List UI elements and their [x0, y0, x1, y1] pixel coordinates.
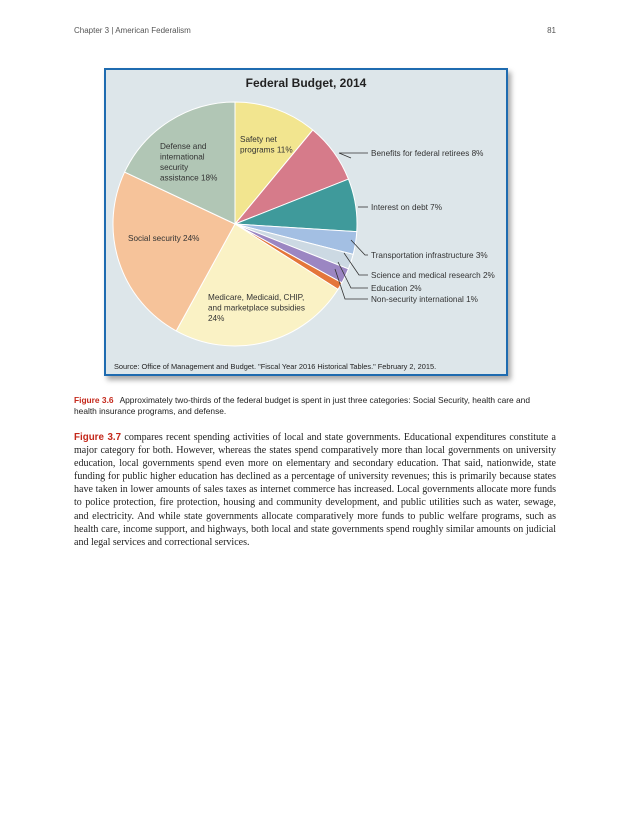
- pie-label-defense-and-international: Defense and international security assistance 18%: [160, 142, 218, 183]
- chart-source: Source: Office of Management and Budget. "Fiscal Year 2016 Historical Tables." February 2, 2015.: [114, 362, 437, 371]
- page-number: 81: [547, 26, 556, 35]
- pie-label-interest-on-debt: Interest on debt 7%: [371, 203, 443, 212]
- pie-label-medicare-medicaid-chip: Medicare, Medicaid, CHIP, and marketplace subsidies 24%: [208, 293, 305, 323]
- caption-text: Approximately two-thirds of the federal budget is spent in just three categories: Social Security, health care and health insurance programs, and defense.: [74, 395, 531, 416]
- pie-label-non-security-international: Non-security international 1%: [371, 295, 478, 304]
- figure-reference-link[interactable]: Figure 3.7: [74, 432, 122, 443]
- pie-label-social-security-24: Social security 24%: [128, 234, 200, 243]
- pie-label-education-2: Education 2%: [371, 284, 422, 293]
- caption-figure-label: Figure 3.6: [74, 395, 114, 405]
- pie-label-benefits-for-federal-leader-line: [339, 153, 368, 158]
- figure-caption: [74, 395, 552, 417]
- body-paragraph: [74, 431, 556, 549]
- pie-label-safety-net-programs: Safety net programs 11%: [240, 135, 293, 155]
- figure-chart-panel: [104, 68, 508, 376]
- body-paragraph-text: compares recent spending activities of local and state governments. Educational expenditures constitute a major category for both. However, whereas the states spend comparatively more than local governments on university education, local governments spend even more on elementary and secondary education. That said, nationwide, state funding for public higher education has declined as a percentage of university revenues; this is primarily because states have taken in lower amounts of sales taxes as internet commerce has increased. Local governments allocate more funds to police protection, fire protection, housing and community development, and public utilities such as water, sewage, and electricity. And while state governments allocate comparatively more funds to public welfare programs, such as health care, income support, and highways, both local and state governments spend roughly similar amounts on judicial and legal services and correctional services.: [74, 432, 556, 548]
- pie-label-science-and-medical: Science and medical research 2%: [371, 271, 495, 280]
- chart-title: Federal Budget, 2014: [245, 76, 367, 90]
- pie-label-transportation-infrastructure-3: Transportation infrastructure 3%: [371, 251, 488, 260]
- pie-label-benefits-for-federal: Benefits for federal retirees 8%: [371, 149, 484, 158]
- pie-chart: [106, 70, 506, 374]
- chapter-title: Chapter 3 | American Federalism: [74, 26, 191, 35]
- page-header: [74, 26, 556, 38]
